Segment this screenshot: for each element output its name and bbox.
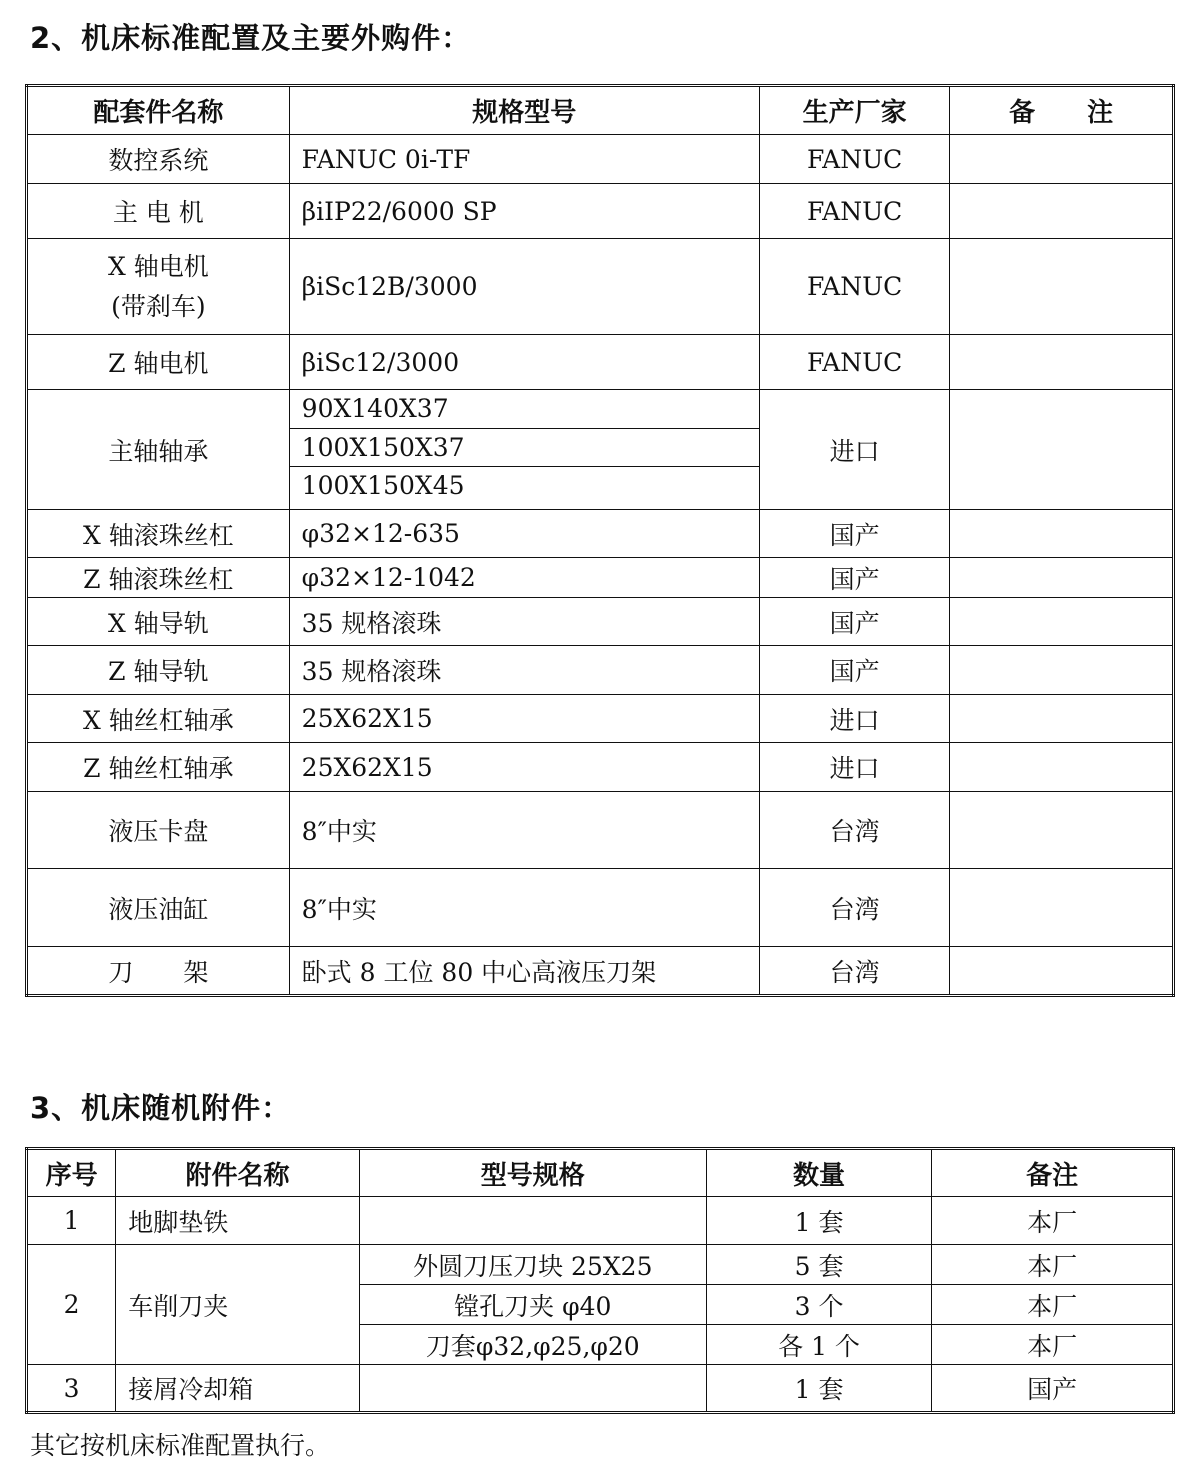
item-note: 国产 <box>932 1365 1174 1413</box>
item-spec: 外圆刀压刀块 25X25 <box>359 1245 706 1285</box>
part-spec: FANUC 0i-TF <box>289 135 759 184</box>
header-no: 序号 <box>27 1149 116 1197</box>
standard-config-table <box>25 84 1175 997</box>
section3-title: 3、机床随机附件： <box>30 1091 292 1125</box>
part-note <box>950 510 1174 558</box>
part-maker: 进口 <box>759 743 949 792</box>
header-qty: 数量 <box>706 1149 932 1197</box>
part-spec: φ32×12-1042 <box>289 558 759 598</box>
part-spec: 8″中实 <box>289 792 759 869</box>
section2-title: 2、机床标准配置及主要外购件： <box>30 21 472 55</box>
header-maker: 生产厂家 <box>759 86 949 135</box>
table-row <box>27 558 1174 598</box>
header-name: 配套件名称 <box>27 86 290 135</box>
item-note: 本厂 <box>932 1325 1174 1365</box>
part-name: 主 电 机 <box>27 184 290 239</box>
accessories-table <box>25 1147 1175 1414</box>
table-row <box>27 695 1174 743</box>
part-maker: FANUC <box>759 335 949 390</box>
part-spec: 25X62X15 <box>289 743 759 792</box>
part-spec: 35 规格滚珠 <box>289 598 759 646</box>
table-row <box>27 1365 1174 1413</box>
table-row <box>27 1245 1174 1285</box>
part-maker: FANUC <box>759 239 949 335</box>
part-note <box>950 743 1174 792</box>
part-maker: 台湾 <box>759 947 949 996</box>
item-name: 接屑冷却箱 <box>116 1365 360 1413</box>
part-name: X 轴丝杠轴承 <box>27 695 290 743</box>
part-name: 刀 架 <box>27 947 290 996</box>
item-note: 本厂 <box>932 1197 1174 1245</box>
table-row <box>27 239 1174 335</box>
part-maker: FANUC <box>759 135 949 184</box>
part-spec: βiSc12B/3000 <box>289 239 759 335</box>
table-header-row <box>27 86 1174 135</box>
table-row <box>27 947 1174 996</box>
part-note <box>950 558 1174 598</box>
table-row <box>27 1197 1174 1245</box>
table-row <box>27 869 1174 947</box>
table-row <box>27 510 1174 558</box>
part-name: 液压油缸 <box>27 869 290 947</box>
part-note <box>950 792 1174 869</box>
table-row <box>27 135 1174 184</box>
header-spec: 型号规格 <box>359 1149 706 1197</box>
part-note <box>950 695 1174 743</box>
part-spec: 90X140X37 <box>301 394 449 423</box>
header-note: 备注 <box>932 1149 1174 1197</box>
part-maker: 台湾 <box>759 792 949 869</box>
part-spec: 25X62X15 <box>289 695 759 743</box>
part-spec: βiIP22/6000 SP <box>289 184 759 239</box>
item-spec: 镗孔刀夹 φ40 <box>359 1285 706 1325</box>
item-qty: 1 套 <box>706 1365 932 1413</box>
footer-note: 其它按机床标准配置执行。 <box>30 1431 331 1460</box>
part-name: 数控系统 <box>27 135 290 184</box>
table-row <box>27 390 1174 510</box>
part-maker: 国产 <box>759 598 949 646</box>
header-spec: 规格型号 <box>289 86 759 135</box>
item-qty: 各 1 个 <box>706 1325 932 1365</box>
part-note <box>950 239 1174 335</box>
header-note: 备 注 <box>950 86 1174 135</box>
item-spec: 刀套φ32,φ25,φ20 <box>359 1325 706 1365</box>
table-row <box>27 598 1174 646</box>
part-name: Z 轴电机 <box>27 335 290 390</box>
item-no: 3 <box>27 1365 116 1413</box>
item-spec <box>359 1365 706 1413</box>
table-row <box>27 792 1174 869</box>
part-spec: 100X150X45 <box>290 466 759 504</box>
header-name: 附件名称 <box>116 1149 360 1197</box>
part-maker: 进口 <box>759 695 949 743</box>
part-spec: βiSc12/3000 <box>289 335 759 390</box>
part-name: Z 轴导轨 <box>27 646 290 695</box>
item-note: 本厂 <box>932 1245 1174 1285</box>
part-name: Z 轴丝杠轴承 <box>27 743 290 792</box>
part-note <box>950 390 1174 510</box>
part-note <box>950 646 1174 695</box>
table-header-row <box>27 1149 1174 1197</box>
part-note <box>950 869 1174 947</box>
part-name: Z 轴滚珠丝杠 <box>27 558 290 598</box>
item-name: 车削刀夹 <box>116 1245 360 1365</box>
part-maker: 国产 <box>759 510 949 558</box>
part-maker: 台湾 <box>759 869 949 947</box>
item-qty: 5 套 <box>706 1245 932 1285</box>
part-spec: 100X150X37 <box>290 428 759 466</box>
item-no: 1 <box>27 1197 116 1245</box>
part-maker: 进口 <box>759 390 949 510</box>
part-name: X 轴导轨 <box>27 598 290 646</box>
part-spec: 35 规格滚珠 <box>289 646 759 695</box>
part-note <box>950 184 1174 239</box>
part-note <box>950 598 1174 646</box>
part-spec: 卧式 8 工位 80 中心高液压刀架 <box>289 947 759 996</box>
part-maker: 国产 <box>759 558 949 598</box>
part-note <box>950 335 1174 390</box>
part-maker: 国产 <box>759 646 949 695</box>
part-note <box>950 135 1174 184</box>
part-spec: φ32×12-635 <box>289 510 759 558</box>
part-maker: FANUC <box>759 184 949 239</box>
item-no: 2 <box>27 1245 116 1365</box>
item-qty: 3 个 <box>706 1285 932 1325</box>
table-row <box>27 335 1174 390</box>
part-name: 液压卡盘 <box>27 792 290 869</box>
table-row <box>27 743 1174 792</box>
part-name: 主轴轴承 <box>27 390 290 510</box>
item-spec <box>359 1197 706 1245</box>
item-note: 本厂 <box>932 1285 1174 1325</box>
part-spec: 8″中实 <box>289 869 759 947</box>
part-spec-group <box>289 390 759 510</box>
table-row <box>27 184 1174 239</box>
part-name: X 轴电机 (带刹车) <box>27 239 290 335</box>
part-note <box>950 947 1174 996</box>
item-qty: 1 套 <box>706 1197 932 1245</box>
table-row <box>27 646 1174 695</box>
part-name: X 轴滚珠丝杠 <box>27 510 290 558</box>
item-name: 地脚垫铁 <box>116 1197 360 1245</box>
